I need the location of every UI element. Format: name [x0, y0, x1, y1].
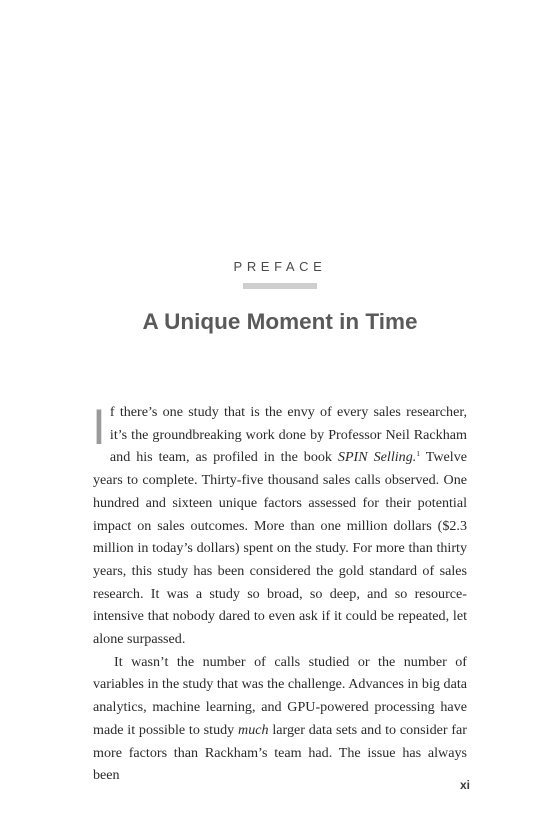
book-title: SPIN Selling.: [337, 449, 417, 466]
emphasis-much: much: [238, 721, 269, 738]
paragraph-1-text-a: f there’s one study that is the envy of every sales researcher, it’s the groundbreaking work done by Professor Neil Rackham and his team, as profiled in the book: [109, 404, 467, 466]
paragraph-1: [93, 401, 467, 651]
chapter-label-rule: [243, 283, 317, 289]
chapter-label: PREFACE: [233, 259, 327, 274]
chapter-title: A Unique Moment in Time: [142, 309, 418, 334]
paragraph-2: [93, 651, 467, 787]
footnote-ref[interactable]: 1: [416, 449, 421, 459]
paragraph-2-text-b: larger data sets and to consider far more factors than Rackham’s team had. The issue has always been: [93, 721, 467, 784]
drop-cap: I: [92, 399, 106, 455]
paragraph-2-text-a: It wasn’t the number of calls studied or the number of variables in the study that was the challenge. Advances in big data analytics, machine learning, and GPU-powered processing have made it possible to study: [93, 653, 467, 738]
body-text: [93, 401, 467, 787]
page-number: xi: [459, 778, 470, 792]
paragraph-1-text-b: Twelve years to complete. Thirty-five thousand sales calls observed. One hundred and sixteen unique factors assessed for their potential impact on sales outcomes. More than one million dollars ($2.3 million in today’s dollars) spent on the study. For more than thirty years, this study has been considered the gold standard of sales research. It was a study so broad, so deep, and so resource-intensive that nobody dared to even ask if it could be repeated, let alone surpassed.: [93, 449, 467, 648]
